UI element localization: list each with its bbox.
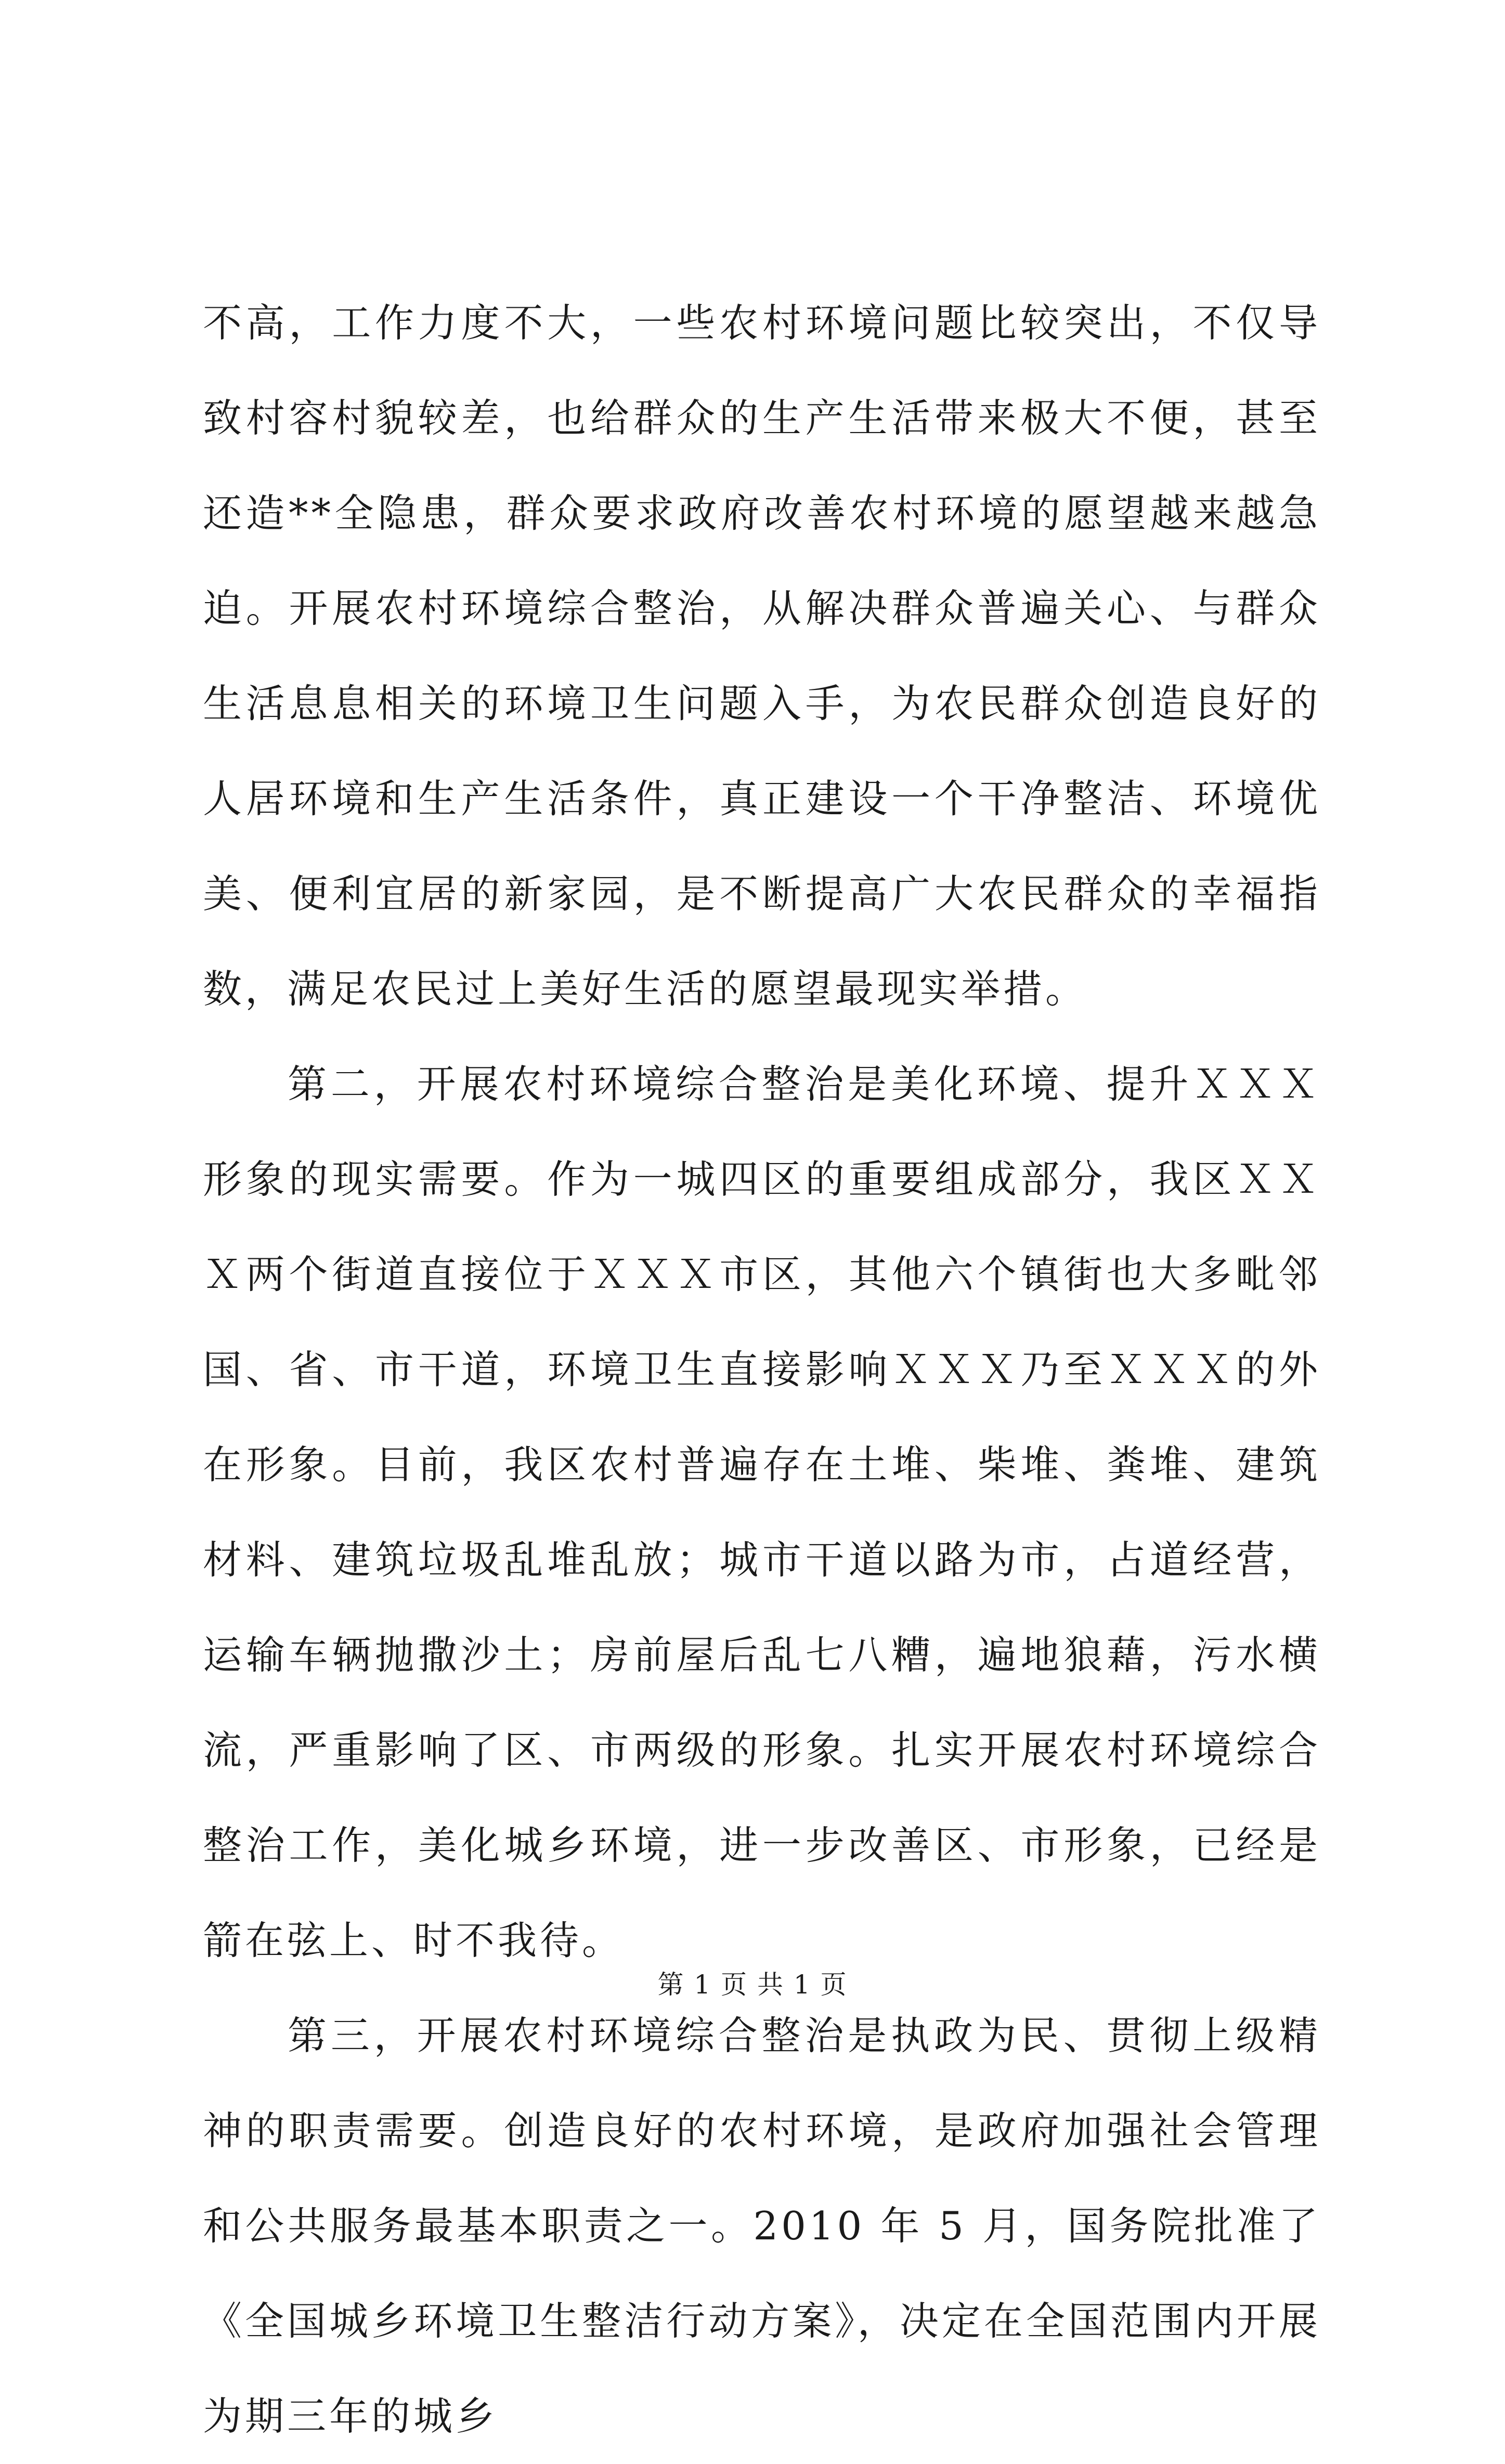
page-footer [0, 1966, 1505, 2003]
paragraph-1: 不高，工作力度不大，一些农村环境问题比较突出，不仅导致村容村貌较差，也给群众的生产生活带来极大不便，甚至还造**全隐患，群众要求政府改善农村环境的愿望越来越急迫。开展农村环境综合整治，从解决群众普遍关心、与群众生活息息相关的环境卫生问题入手，为农民群众创造良好的人居环境和生产生活条件，真正建设一个干净整洁、环境优美、便利宜居的新家园，是不断提高广大农民群众的幸福指数，满足农民过上美好生活的愿望最现实举措。 [203, 300, 1321, 1012]
body-text [203, 276, 1321, 2464]
page-number-label: 第 1 页 共 1 页 [657, 1970, 848, 2000]
paragraph-2: 第二，开展农村环境综合整治是美化环境、提升ＸＸＸ形象的现实需要。作为一城四区的重要组成部分，我区ＸＸＸ两个街道直接位于ＸＸＸ市区，其他六个镇街也大多毗邻国、省、市干道，环境卫生直接影响ＸＸＸ乃至ＸＸＸ的外在形象。目前，我区农村普遍存在土堆、柴堆、粪堆、建筑材料、建筑垃圾乱堆乱放；城市干道以路为市，占道经营，运输车辆抛撒沙土；房前屋后乱七八糟，遍地狼藉，污水横流，严重影响了区、市两级的形象。扎实开展农村环境综合整治工作，美化城乡环境，进一步改善区、市形象，已经是箭在弦上、时不我待。 [203, 1061, 1321, 1963]
paragraph-3: 第三，开展农村环境综合整治是执政为民、贯彻上级精神的职责需要。创造良好的农村环境，是政府加强社会管理和公共服务最基本职责之一。2010 年 5 月，国务院批准了《全国城乡环境卫生整洁行动方案》，决定在全国范围内开展为期三年的城乡 [203, 2013, 1321, 2439]
